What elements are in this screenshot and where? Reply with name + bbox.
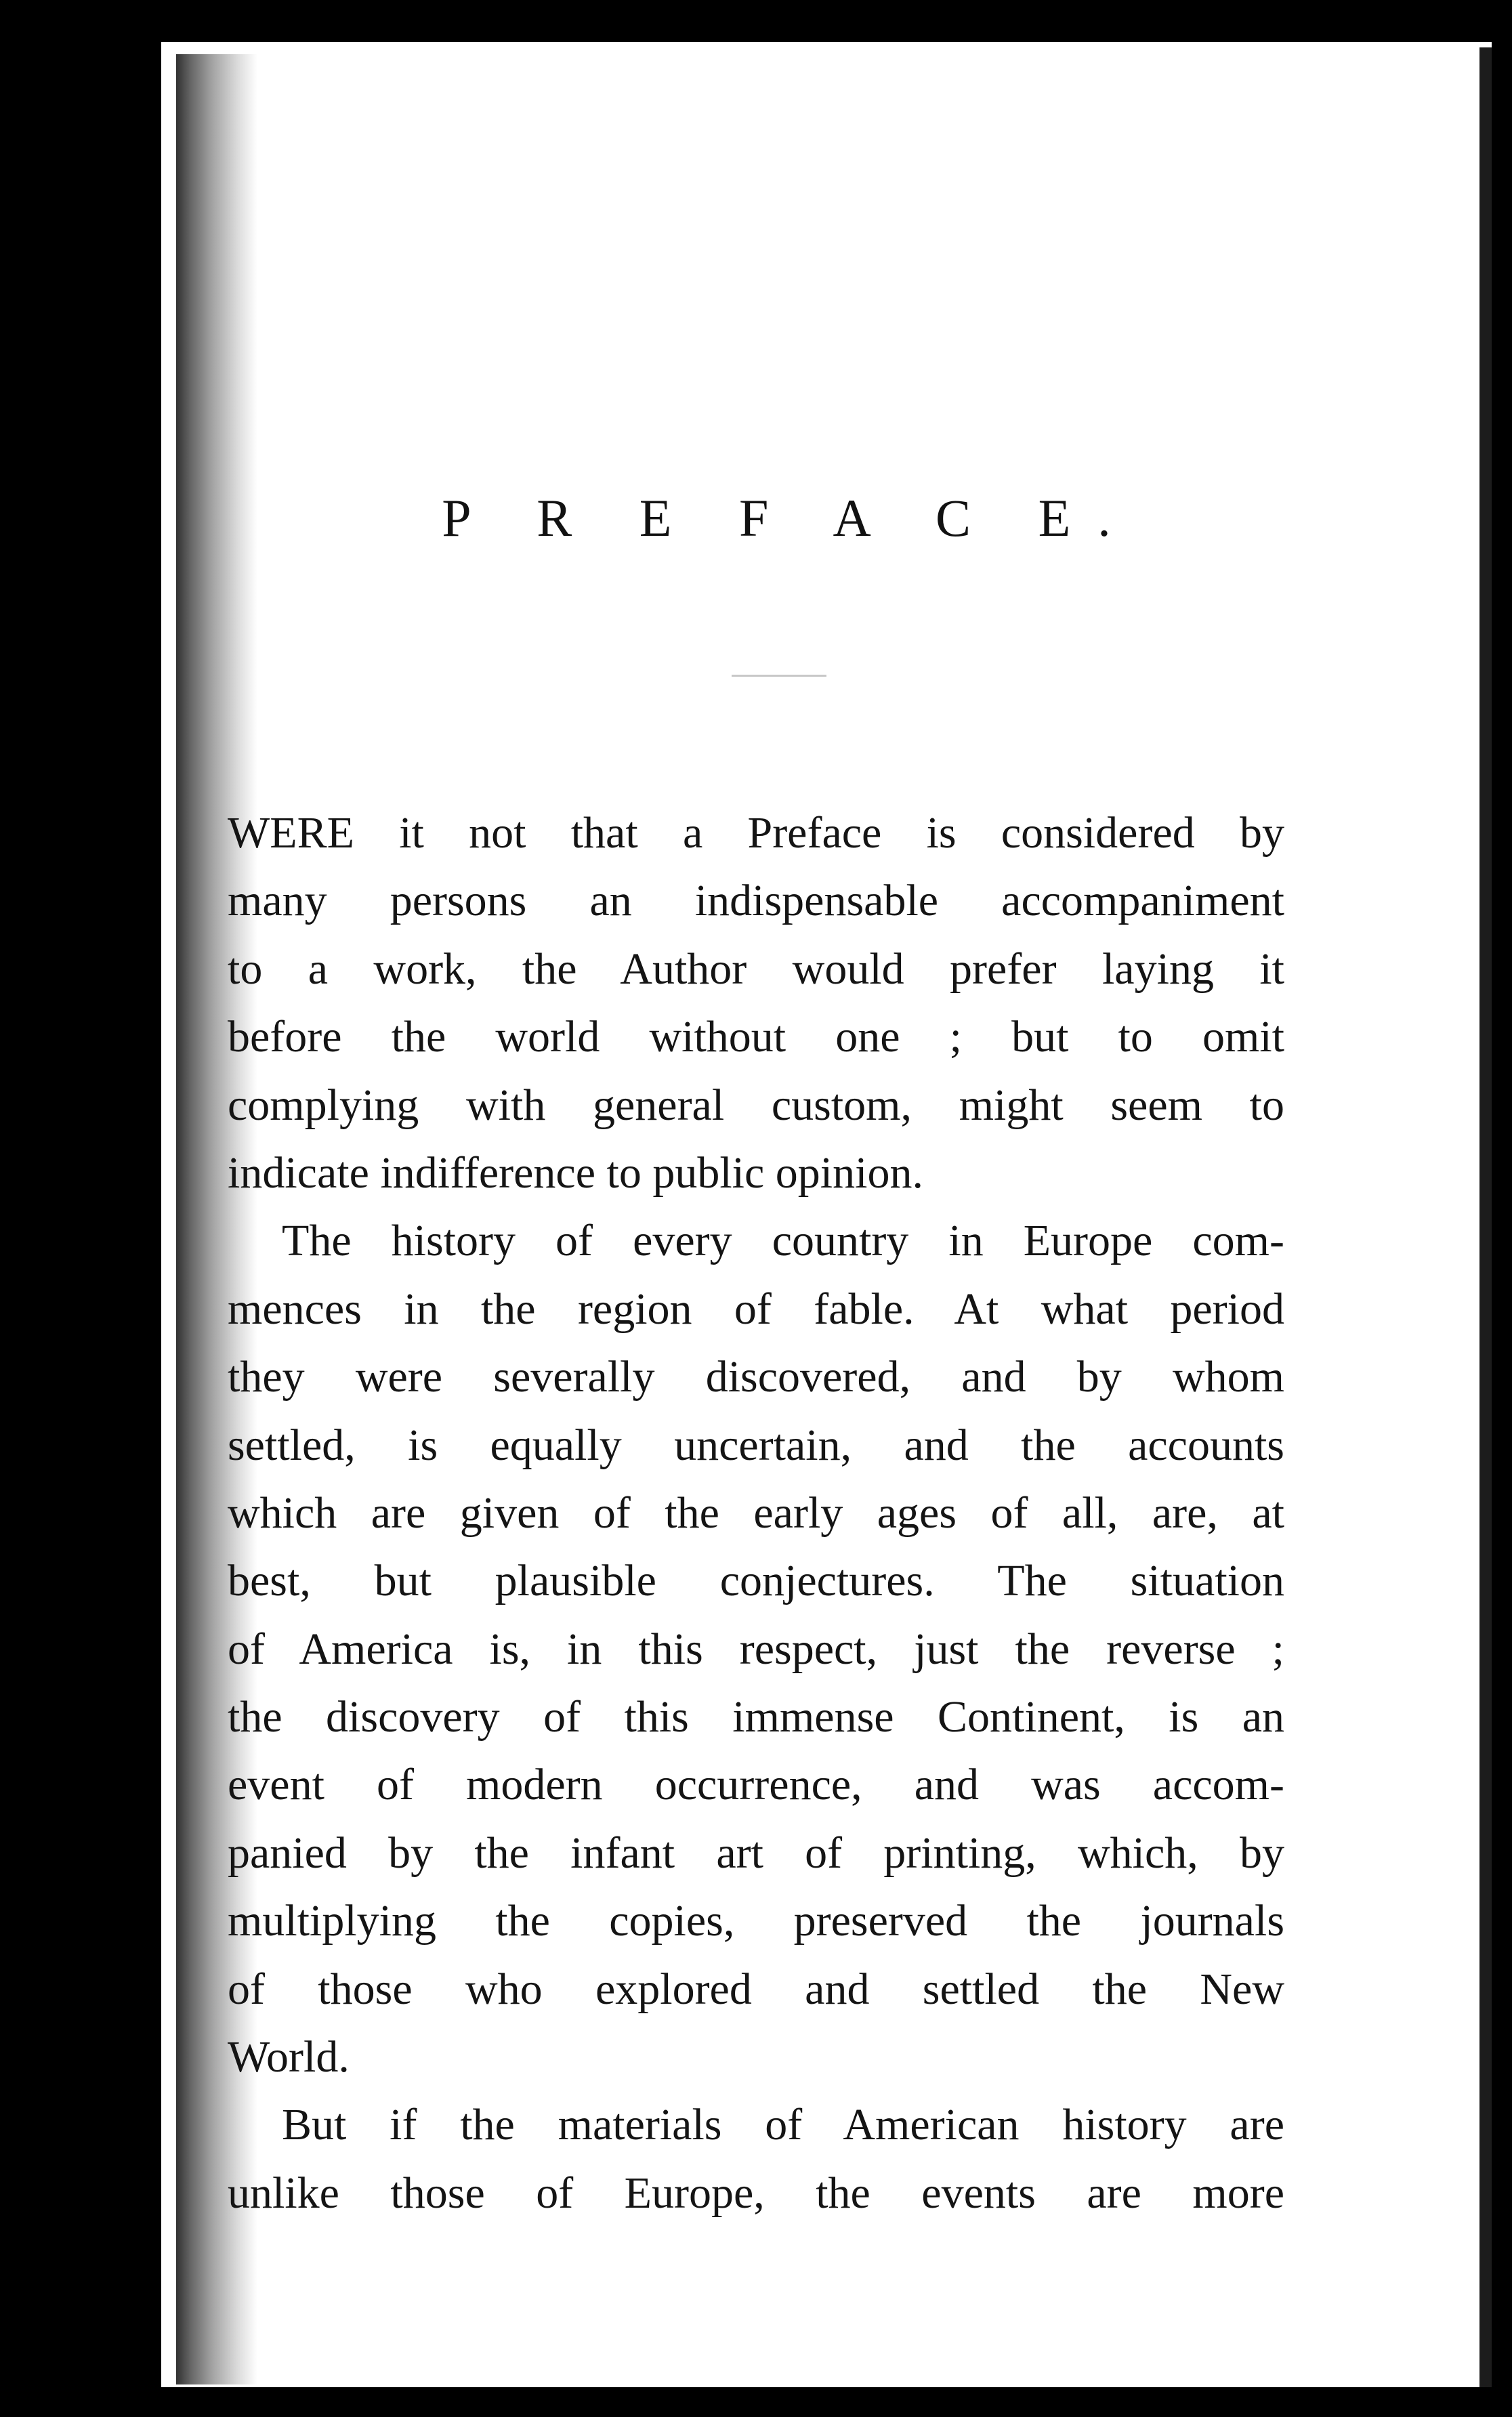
text-line: WERE it not that a Preface is considered by [228, 808, 1284, 858]
preface-body [228, 799, 1284, 2227]
text-line: The history of every country in Europe com- [282, 1216, 1284, 1266]
text-line: unlike those of Europe, the events are more [228, 2168, 1284, 2218]
paragraph-1 [228, 799, 1284, 1207]
text-line: which are given of the early ages of all, are, at [228, 1488, 1284, 1538]
text-line: mences in the region of fable. At what period [228, 1284, 1284, 1334]
text-line: But if the materials of American history are [282, 2100, 1284, 2150]
text-line: of those who explored and settled the New [228, 1964, 1284, 2014]
text-line: before the world without one ; but to omit [228, 1012, 1284, 1062]
paragraph-3 [228, 2091, 1284, 2227]
text-line: panied by the infant art of printing, which, by [228, 1828, 1284, 1878]
text-line: multiplying the copies, preserved the journals [228, 1896, 1284, 1946]
text-line: the discovery of this immense Continent, is an [228, 1692, 1284, 1742]
text-line: best, but plausible conjectures. The situation [228, 1556, 1284, 1606]
text-line: complying with general custom, might seem to [228, 1080, 1284, 1130]
text-line: indicate indifference to public opinion. [228, 1148, 923, 1198]
heading-divider [732, 675, 826, 677]
text-line: of America is, in this respect, just the reverse ; [228, 1624, 1284, 1674]
paragraph-2 [228, 1207, 1284, 2091]
text-line: they were severally discovered, and by whom [228, 1352, 1284, 1402]
text-line: event of modern occurrence, and was accom- [228, 1760, 1284, 1810]
text-line: settled, is equally uncertain, and the accounts [228, 1420, 1284, 1470]
page-edge [1479, 47, 1492, 2387]
page-heading: P R E F A C E. [442, 488, 1138, 547]
text-line: to a work, the Author would prefer laying it [228, 944, 1284, 994]
text-line: World. [228, 2032, 350, 2082]
text-line: many persons an indispensable accompaniment [228, 876, 1284, 926]
